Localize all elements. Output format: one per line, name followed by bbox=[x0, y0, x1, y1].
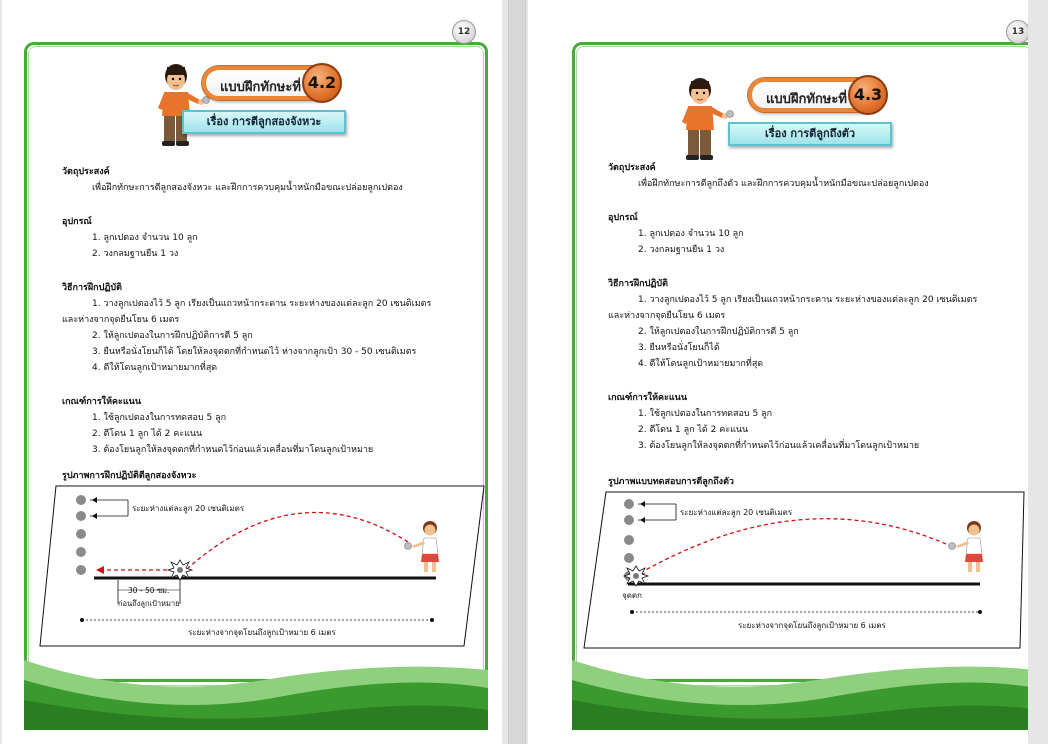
exercise-title-pill bbox=[748, 78, 882, 112]
equipment-item: 1. ลูกเปตอง จำนวน 10 ลูก bbox=[92, 233, 198, 243]
exercise-content bbox=[608, 160, 1008, 454]
method-heading: วิธีการฝึกปฏิบัติ bbox=[62, 283, 122, 293]
topic-box: เรื่อง การตีลูกถึงตัว bbox=[728, 122, 892, 146]
method-item: 1. วางลูกเปตองไว้ 5 ลูก เรียงเป็นแถวหน้ากระดาน ระยะห่างของแต่ละลูก 20 เซนติเมตร bbox=[92, 299, 432, 309]
page-13 bbox=[528, 0, 1028, 744]
exercise-title-pill bbox=[202, 66, 336, 100]
gap-label-2: ก่อนถึงลูกเป้าหมาย bbox=[118, 599, 180, 608]
method-item: 4. ตีให้โดนลูกเป้าหมายมากที่สุด bbox=[92, 363, 218, 373]
exercise-content bbox=[62, 164, 482, 458]
method-item: 3. ยืนหรือนั่งโยนก็ได้ โดยให้ลงจุดตกที่กำหนดไว้ ห่างจากลูกเป้า 30 - 50 เซนติเมตร bbox=[92, 347, 417, 357]
objective-text: เพื่อฝึกทักษะการตีลูกถึงตัว และฝึกการควบคุมน้ำหนักมือขณะปล่อยลูกเปตอง bbox=[638, 179, 929, 189]
distance-label: ระยะห่างจากจุดโยนถึงลูกเป้าหมาย 6 เมตร bbox=[188, 628, 336, 637]
objective-heading: วัตถุประสงค์ bbox=[62, 167, 110, 177]
scoring-item: 3. ต้องโยนลูกให้ลงจุดตกที่กำหนดไว้ก่อนแล้วเคลื่อนที่มาโดนลูกเป้าหมาย bbox=[638, 441, 920, 451]
equipment-heading: อุปกรณ์ bbox=[62, 217, 92, 227]
scoring-heading: เกณฑ์การให้คะแนน bbox=[608, 393, 687, 403]
method-item: 2. ให้ลูกเปตองในการฝึกปฏิบัติการตี 5 ลูก bbox=[638, 327, 799, 337]
equipment-item: 1. ลูกเปตอง จำนวน 10 ลูก bbox=[638, 229, 744, 239]
page-12 bbox=[2, 0, 502, 744]
figure-title: รูปภาพการฝึกปฏิบัติตีลูกสองจังหวะ bbox=[62, 471, 197, 481]
page-number: 12 bbox=[452, 20, 476, 44]
scoring-item: 1. ใช้ลูกเปตองในการทดสอบ 5 ลูก bbox=[638, 409, 773, 419]
figure-title: รูปภาพแบบทดสอบการตีลูกถึงตัว bbox=[608, 477, 734, 487]
method-item: และห่างจากจุดยืนโยน 6 เมตร bbox=[608, 311, 726, 321]
spacing-label: ระยะห่างแต่ละลูก 20 เซนติเมตร bbox=[680, 508, 793, 517]
training-diagram bbox=[38, 482, 486, 650]
exercise-number: 4.3 bbox=[848, 75, 888, 115]
method-heading: วิธีการฝึกปฏิบัติ bbox=[608, 279, 668, 289]
objective-text: เพื่อฝึกทักษะการตีลูกสองจังหวะ และฝึกการควบคุมน้ำหนักมือขณะปล่อยลูกเปตอง bbox=[92, 183, 403, 193]
method-item: 1. วางลูกเปตองไว้ 5 ลูก เรียงเป็นแถวหน้ากระดาน ระยะห่างของแต่ละลูก 20 เซนติเมตร bbox=[638, 295, 978, 305]
exercise-title: แบบฝึกทักษะที่ bbox=[766, 92, 847, 107]
teacher-cartoon-icon bbox=[680, 76, 738, 162]
exercise-title: แบบฝึกทักษะที่ bbox=[220, 80, 301, 95]
method-item: 3. ยืนหรือนั่งโยนก็ได้ bbox=[638, 343, 720, 353]
equipment-item: 2. วงกลมฐานยืน 1 วง bbox=[638, 245, 725, 255]
objective-heading: วัตถุประสงค์ bbox=[608, 163, 656, 173]
distance-label: ระยะห่างจากจุดโยนถึงลูกเป้าหมาย 6 เมตร bbox=[738, 621, 886, 630]
gap-label: 30 - 50 ซม. bbox=[128, 586, 170, 595]
page-number: 13 bbox=[1006, 20, 1028, 44]
scoring-heading: เกณฑ์การให้คะแนน bbox=[62, 397, 141, 407]
scoring-item: 2. ตีโดน 1 ลูก ได้ 2 คะแนน bbox=[638, 425, 749, 435]
equipment-item: 2. วงกลมฐานยืน 1 วง bbox=[92, 249, 179, 259]
green-wave-footer bbox=[24, 640, 488, 730]
method-item: และห่างจากจุดยืนโยน 6 เมตร bbox=[62, 315, 180, 325]
exercise-number: 4.2 bbox=[302, 63, 342, 103]
topic-box: เรื่อง การตีลูกสองจังหวะ bbox=[182, 110, 346, 134]
green-wave-footer bbox=[572, 640, 1028, 730]
drop-point-label: จุดตก bbox=[622, 591, 642, 600]
scoring-item: 3. ต้องโยนลูกให้ลงจุดตกที่กำหนดไว้ก่อนแล้วเคลื่อนที่มาโดนลูกเป้าหมาย bbox=[92, 445, 374, 455]
method-item: 2. ให้ลูกเปตองในการฝึกปฏิบัติการตี 5 ลูก bbox=[92, 331, 253, 341]
scoring-item: 1. ใช้ลูกเปตองในการทดสอบ 5 ลูก bbox=[92, 413, 227, 423]
test-diagram bbox=[582, 488, 1028, 652]
page-gutter bbox=[508, 0, 526, 744]
scoring-item: 2. ตีโดน 1 ลูก ได้ 2 คะแนน bbox=[92, 429, 203, 439]
method-item: 4. ตีให้โดนลูกเป้าหมายมากที่สุด bbox=[638, 359, 764, 369]
spacing-label: ระยะห่างแต่ละลูก 20 เซนติเมตร bbox=[132, 504, 245, 513]
equipment-heading: อุปกรณ์ bbox=[608, 213, 638, 223]
